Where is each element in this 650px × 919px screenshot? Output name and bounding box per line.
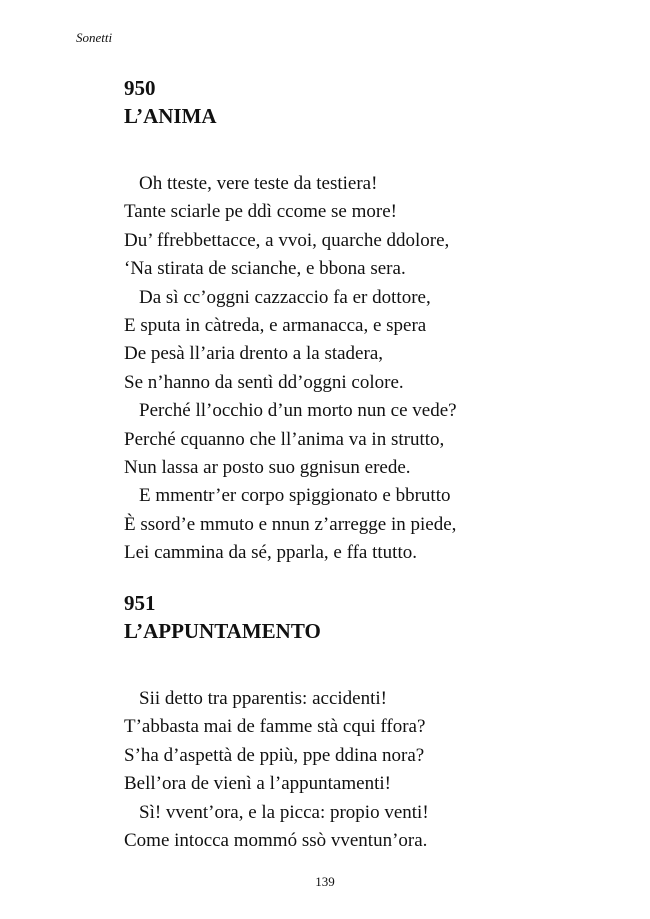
poem-title: L’ANIMA: [124, 104, 217, 128]
verse-line: Sii detto tra pparentis: accidenti!: [139, 688, 387, 709]
poem-950: [124, 74, 604, 568]
verse-line: ‘Na stirata de scianche, e bbona sera.: [124, 258, 406, 280]
verse-line: S’ha d’aspettà de ppiù, ppe ddina nora?: [124, 744, 425, 766]
verse-line: E mmentr’er corpo spiggionato e bbrutto: [139, 485, 451, 507]
poem-verses: [124, 170, 604, 568]
verse-line: Oh tteste, vere teste da testiera!: [139, 173, 378, 194]
running-head: Sonetti: [76, 30, 113, 45]
poem-title: L’APPUNTAMENTO: [124, 619, 321, 643]
verse-line: Bell’ora de vienì a l’appuntamenti!: [124, 773, 391, 795]
poem-number: 951: [124, 591, 156, 615]
poem-number: 950: [124, 76, 156, 100]
verse-line: Come intocca mommó ssò vventun’ora.: [124, 830, 428, 852]
verse-line: Perché cquanno che ll’anima va in strutto,: [124, 428, 445, 450]
verse-line: Perché ll’occhio d’un morto nun ce vede?: [139, 400, 457, 422]
poem-verses: [124, 685, 604, 855]
verse-line: Da sì cc’oggni cazzaccio fa er dottore,: [139, 286, 431, 308]
verse-line: T’abbasta mai de famme stà cqui ffora?: [124, 716, 426, 738]
verse-line: Lei cammina da sé, pparla, e ffa ttutto.: [124, 542, 417, 564]
verse-line: Nun lassa ar posto suo ggnisun erede.: [124, 457, 411, 479]
verse-line: Du’ ffrebbettacce, a vvoi, quarche ddolore,: [124, 229, 450, 251]
verse-line: È ssord’e mmuto e nnun z’arregge in piede,: [124, 513, 457, 535]
verse-line: E sputa in càtreda, e armanacca, e spera: [124, 315, 427, 337]
poem-951: [124, 589, 604, 855]
verse-line: Tante sciarle pe ddì ccome se more!: [124, 201, 397, 223]
page-number: 139: [315, 874, 335, 889]
verse-line: Sì! vvent’ora, e la picca: propio venti!: [139, 801, 429, 823]
verse-line: De pesà ll’aria drento a la stadera,: [124, 343, 384, 365]
verse-line: Se n’hanno da sentì dd’oggni colore.: [124, 371, 404, 393]
